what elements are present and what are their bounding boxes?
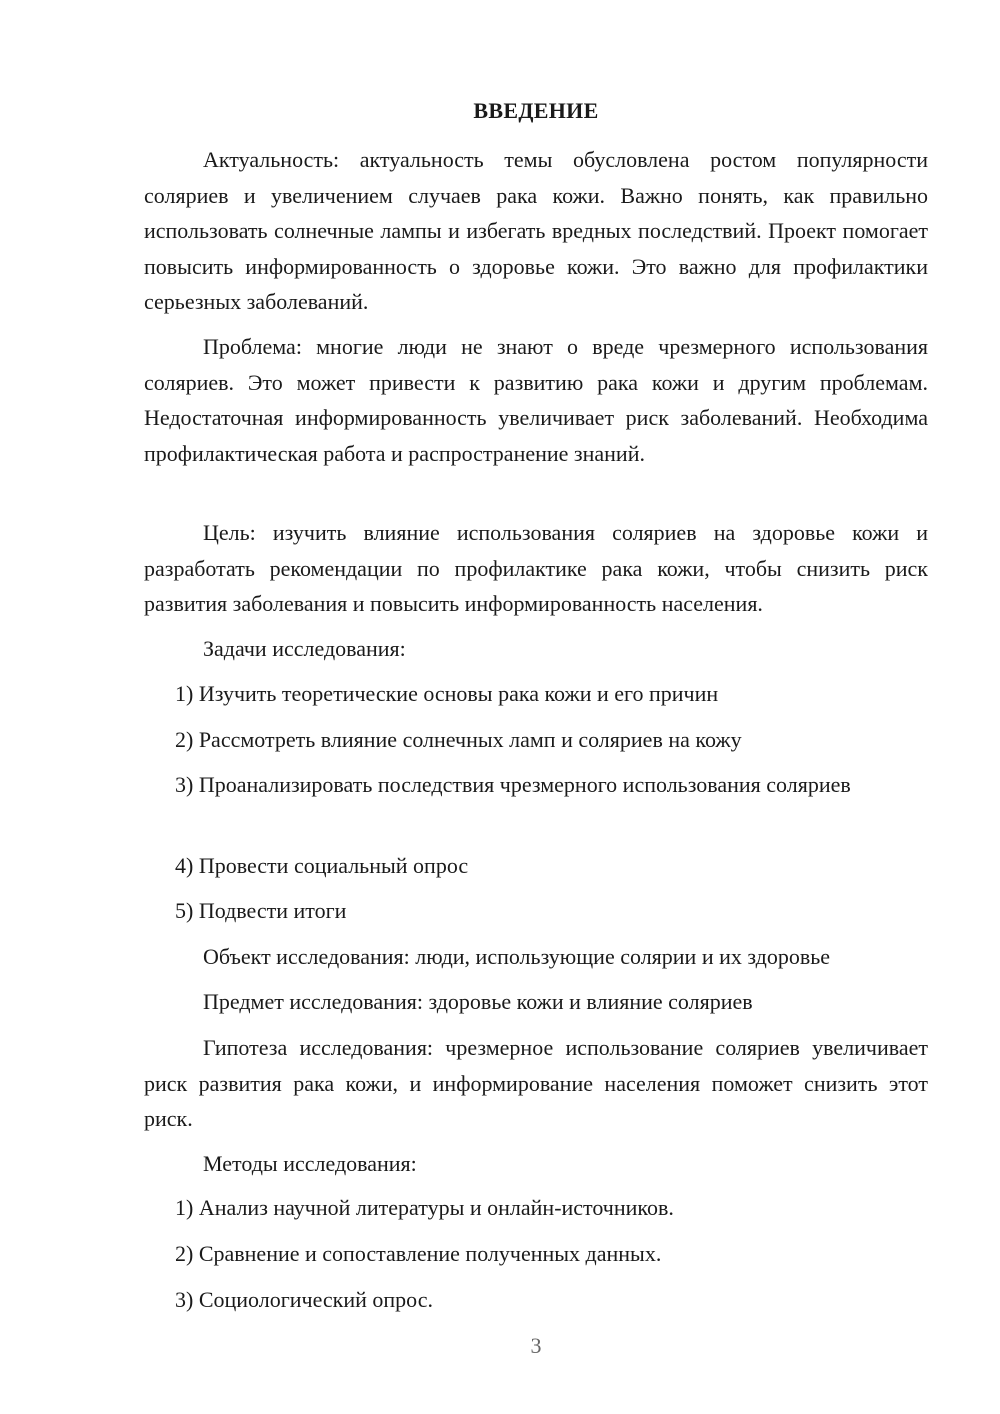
method-item-3: 3) Социологический опрос. (175, 1287, 433, 1312)
paragraph-hypothesis: Гипотеза исследования: чрезмерное использование соляриев увеличивает риск развития рака кожи, и информирование населения поможет снизить этот риск. (144, 1035, 928, 1131)
task-item-1: 1) Изучить теоретические основы рака кожи и его причин (175, 681, 719, 706)
paragraph-relevance: Актуальность: актуальность темы обусловлена ростом популярности соляриев и увеличением случаев рака кожи. Важно понять, как правильно использовать солнечные лампы и избегать вредных последствий. Проект помогает повысить информированность о здоровье кожи. Это важно для профилактики серьезных заболеваний. (144, 147, 928, 314)
paragraph-goal: Цель: изучить влияние использования соляриев на здоровье кожи и разработать рекомендации по профилактике рака кожи, чтобы снизить риск развития заболевания и повысить информированность населения. (144, 520, 928, 616)
methods-heading: Методы исследования: (203, 1151, 417, 1176)
paragraph-problem: Проблема: многие люди не знают о вреде чрезмерного использования соляриев. Это может привести к развитию рака кожи и другим проблемам. Недостаточная информированность увеличивает риск заболеваний. Необходима профилактическая работа и распространение знаний. (144, 334, 928, 466)
tasks-heading: Задачи исследования: (203, 636, 406, 661)
task-item-4: 4) Провести социальный опрос (175, 853, 469, 878)
method-item-2: 2) Сравнение и сопоставление полученных данных. (175, 1241, 662, 1266)
section-title: ВВЕДЕНИЕ (473, 98, 599, 123)
task-item-3: 3) Проанализировать последствия чрезмерного использования соляриев (175, 772, 851, 797)
method-item-1: 1) Анализ научной литературы и онлайн-источников. (175, 1195, 674, 1220)
paragraph-object: Объект исследования: люди, использующие солярии и их здоровье (203, 944, 831, 969)
document-page (144, 0, 928, 1414)
task-item-2: 2) Рассмотреть влияние солнечных ламп и соляриев на кожу (175, 727, 742, 752)
page-number: 3 (530, 1333, 542, 1358)
paragraph-subject: Предмет исследования: здоровье кожи и влияние соляриев (203, 989, 753, 1014)
task-item-5: 5) Подвести итоги (175, 898, 347, 923)
